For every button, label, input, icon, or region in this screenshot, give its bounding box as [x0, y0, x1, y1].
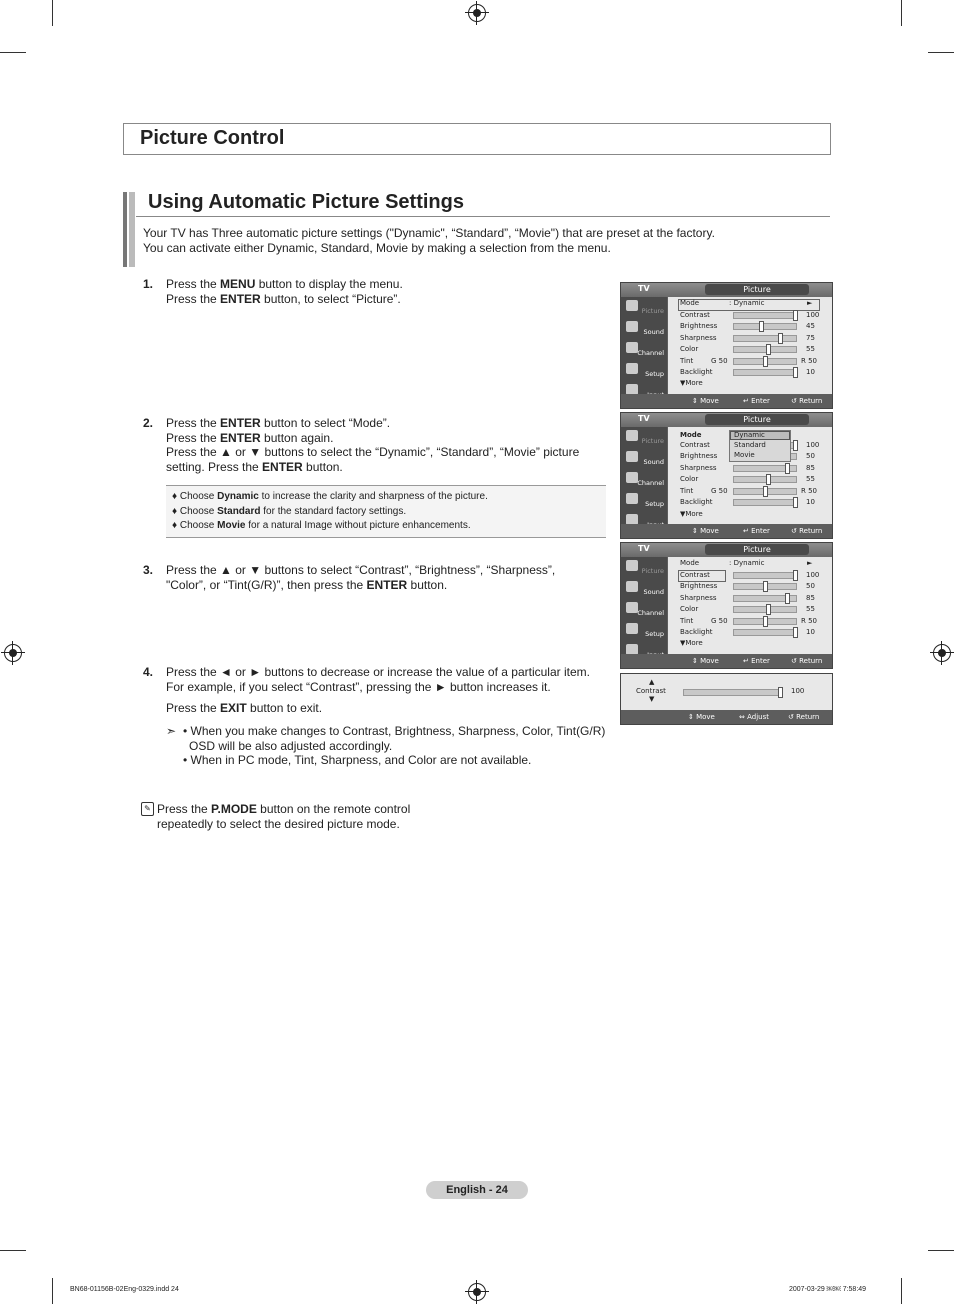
osd-row-color: Color [680, 475, 699, 483]
intro-line: Your TV has Three automatic picture settings ("Dynamic", “Standard”, “Movie") that are preset at the factory. [143, 226, 715, 240]
osd-row-more: ▼More [680, 379, 703, 387]
section-title: Picture Control [140, 127, 285, 149]
osd-tint-g: G 50 [711, 487, 728, 495]
tip-line: repeatedly to select the desired picture mode. [157, 816, 400, 831]
step-line [166, 416, 579, 431]
osd-row-contrast: Contrast [680, 571, 710, 579]
osd-side-sound [623, 449, 667, 468]
osd-contrast-adjust [620, 673, 833, 725]
osd-value: 50 [806, 452, 815, 460]
osd-row-sharpness: Sharpness [680, 594, 717, 602]
text: button. [302, 459, 343, 474]
osd-footer-label: Return [799, 527, 823, 535]
osd-title: Picture [705, 544, 809, 555]
osd-tint-r: R 50 [801, 617, 817, 625]
osd-value: 85 [806, 464, 815, 472]
picture-icon [626, 560, 638, 571]
osd-side-label: Sound [643, 328, 664, 336]
osd-side-setup [623, 621, 667, 640]
text: Press the [157, 802, 212, 816]
osd-side-picture [623, 558, 667, 577]
arrow-right-icon: ► [807, 559, 813, 567]
text: Press the [166, 416, 221, 430]
mode-option-dynamic: Dynamic [734, 431, 765, 439]
choose-item [172, 490, 488, 505]
adjust-label: Contrast [636, 687, 666, 695]
osd-side-label: Setup [645, 370, 664, 378]
osd-tv-label: TV [638, 284, 650, 293]
setup-icon [626, 623, 638, 634]
osd-slider [733, 323, 797, 330]
osd-slider [733, 499, 797, 506]
osd-mode-value: : Dynamic [729, 559, 765, 567]
step-line: Press the ◄ or ► buttons to decrease or increase the value of a particular item. [166, 665, 590, 679]
osd-footer-label: Move [700, 397, 719, 405]
slider-knob [763, 581, 768, 592]
text: "Color”, or “Tint(G/R)”, then press the [166, 577, 367, 592]
text: Press the [166, 291, 221, 306]
arrow-right-icon: ► [807, 299, 813, 307]
osd-main [668, 427, 832, 524]
step-4-notes [183, 724, 605, 768]
osd-row-more: ▼More [680, 639, 703, 647]
osd-slider [733, 629, 797, 636]
osd-row-color: Color [680, 345, 699, 353]
osd-value: 50 [806, 582, 815, 590]
text: for the standard factory settings. [260, 505, 407, 517]
osd-row-mode: Mode [680, 431, 702, 439]
osd-value: 55 [806, 475, 815, 483]
arrow-down-icon: ▼ [649, 695, 655, 703]
osd-adjust: ⇔ Adjust [739, 713, 769, 721]
osd-row-contrast: Contrast [680, 311, 710, 319]
osd-value: 75 [806, 334, 815, 342]
osd-picture-menu-2 [620, 412, 833, 539]
osd-slider [733, 476, 797, 483]
tip-line [157, 802, 410, 817]
osd-slider [733, 335, 797, 342]
osd-side-setup [623, 491, 667, 510]
osd-row-brightness: Brightness [680, 452, 718, 460]
osd-move: ⇕ Move [692, 527, 719, 535]
step-line [166, 431, 579, 446]
osd-footer [621, 524, 832, 538]
osd-value: 10 [806, 628, 815, 636]
osd-row-tint: Tint [680, 487, 694, 495]
choose-item [172, 505, 488, 520]
osd-header [621, 413, 832, 427]
osd-side-label: Picture [641, 437, 664, 445]
step-line [166, 460, 579, 475]
osd-side-label: Picture [641, 307, 664, 315]
osd-move: ⇕ Move [688, 713, 715, 721]
registration-mark-icon [468, 4, 486, 22]
osd-side-channel [623, 470, 667, 489]
button-name: ENTER [220, 430, 261, 445]
text: button, to select “Picture”. [260, 291, 401, 306]
osd-footer [621, 710, 832, 724]
step-line: For example, if you select “Contrast”, pressing the ► button increases it. [166, 679, 551, 694]
slider-knob [766, 344, 771, 355]
slider-knob [793, 570, 798, 581]
osd-side-label: Channel [637, 479, 664, 487]
tip-text [157, 802, 410, 831]
osd-footer-label: Return [799, 657, 823, 665]
osd-footer [621, 654, 832, 668]
osd-tv-label: TV [638, 544, 650, 553]
mode-option-standard: Standard [734, 441, 766, 449]
osd-value: 55 [806, 345, 815, 353]
option-name: Movie [217, 520, 246, 531]
osd-enter: ↵ Enter [743, 657, 770, 665]
osd-row-tint: Tint [680, 357, 694, 365]
slider-knob [763, 356, 768, 367]
osd-value: 45 [806, 322, 815, 330]
step-number: 4. [143, 665, 154, 679]
step-line: Press the ▲ or ▼ buttons to select “Contrast”, “Brightness”, “Sharpness”, [166, 563, 556, 577]
step-line [166, 292, 403, 307]
osd-row-tint: Tint [680, 617, 694, 625]
osd-tint-g: G 50 [711, 357, 728, 365]
osd-row-mode: Mode [680, 559, 700, 567]
slider-knob [759, 321, 764, 332]
osd-slider [733, 358, 797, 365]
osd-side-label: Sound [643, 588, 664, 596]
slider-knob [793, 627, 798, 638]
osd-row-backlight: Backlight [680, 368, 713, 376]
registration-mark-icon [468, 1283, 486, 1301]
osd-main [668, 297, 832, 394]
text: ♦ Choose [172, 520, 218, 531]
osd-slider [733, 465, 797, 472]
text: ♦ Choose [172, 505, 218, 517]
registration-mark-icon [4, 644, 22, 662]
button-name: ENTER [366, 577, 408, 592]
osd-value: 85 [806, 594, 815, 602]
osd-sidebar [621, 427, 667, 524]
slider-knob [766, 474, 771, 485]
note-line: • When you make changes to Contrast, Brightness, Sharpness, Color, Tint(G/R) [183, 724, 606, 738]
button-name: EXIT [220, 701, 247, 715]
text: button again. [260, 430, 334, 445]
osd-slider [733, 583, 797, 590]
slider-knob [793, 497, 798, 508]
text: ♦ Choose [172, 491, 218, 502]
osd-return: ↺ Return [791, 527, 823, 535]
osd-slider [733, 618, 797, 625]
osd-slider [733, 488, 797, 495]
osd-footer-label: Move [696, 713, 715, 721]
osd-slider [733, 346, 797, 353]
osd-picture-menu-3 [620, 542, 833, 669]
text: button to select “Mode”. [260, 416, 391, 430]
button-name: ENTER [220, 291, 261, 306]
step-line [166, 277, 403, 292]
text: button. [407, 577, 448, 592]
slider-knob [763, 486, 768, 497]
osd-tint-g: G 50 [711, 617, 728, 625]
choose-options-box [166, 485, 606, 538]
picture-icon [626, 430, 638, 441]
osd-footer-label: Enter [751, 527, 770, 535]
date-info: 2007-03-29 ￼￼ 7:58:49 [789, 1286, 867, 1293]
step-line [166, 701, 590, 716]
channel-icon [626, 472, 638, 483]
step-4-text [166, 665, 590, 716]
sound-icon [626, 451, 638, 462]
osd-picture-menu-1 [620, 282, 833, 409]
heading-accent-bar [129, 192, 135, 267]
osd-value: 100 [806, 571, 820, 579]
osd-footer-label: Move [700, 527, 719, 535]
osd-sidebar [621, 297, 667, 394]
osd-slider [733, 312, 797, 319]
osd-value: 10 [806, 368, 815, 376]
osd-side-label: Channel [637, 349, 664, 357]
osd-tint-r: R 50 [801, 487, 817, 495]
heading-accent-bar [123, 192, 127, 267]
osd-header [621, 283, 832, 297]
osd-row-sharpness: Sharpness [680, 464, 717, 472]
osd-row-sharpness: Sharpness [680, 334, 717, 342]
osd-side-setup [623, 361, 667, 380]
step-number: 2. [143, 416, 154, 430]
osd-main [668, 557, 832, 654]
osd-row-mode: Mode [680, 299, 700, 307]
mode-option-movie: Movie [734, 451, 755, 459]
osd-title: Picture [705, 284, 809, 295]
setup-icon [626, 363, 638, 374]
osd-side-picture [623, 428, 667, 447]
button-name: P.MODE [211, 802, 257, 816]
osd-footer-label: Enter [751, 657, 770, 665]
osd-move: ⇕ Move [692, 397, 719, 405]
osd-row-contrast: Contrast [680, 441, 710, 449]
osd-value: 100 [806, 311, 820, 319]
osd-side-sound [623, 579, 667, 598]
step-number: 1. [143, 277, 154, 291]
step-number: 3. [143, 563, 154, 577]
text: button on the remote control [256, 802, 411, 816]
page-heading: Using Automatic Picture Settings [148, 191, 464, 213]
heading-divider [136, 216, 830, 217]
osd-side-channel [623, 340, 667, 359]
text: Press the [166, 430, 221, 445]
text: for a natural Image without picture enhancements. [245, 520, 471, 531]
text: button to display the menu. [255, 277, 403, 291]
osd-side-label: Sound [643, 458, 664, 466]
text: to increase the clarity and sharpness of the picture. [258, 491, 488, 502]
slider-knob [785, 593, 790, 604]
text: Press the [166, 277, 221, 291]
channel-icon [626, 602, 638, 613]
slider-knob [793, 367, 798, 378]
text: setting. Press the [166, 459, 263, 474]
choose-item [172, 519, 488, 534]
osd-footer-label: Return [796, 713, 820, 721]
registration-mark-icon [933, 644, 951, 662]
step-line: Press the ▲ or ▼ buttons to select the “Dynamic”, “Standard”, “Movie” picture [166, 445, 580, 459]
osd-slider [733, 606, 797, 613]
text: Press the [166, 701, 221, 715]
note-line: OSD will be also adjusted accordingly. [189, 738, 393, 753]
osd-tv-label: TV [638, 414, 650, 423]
slider-knob [763, 616, 768, 627]
osd-footer-label: Move [700, 657, 719, 665]
osd-mode-value: : Dynamic [729, 299, 765, 307]
text: button to exit. [246, 701, 323, 715]
osd-slider [733, 572, 797, 579]
slider-knob [778, 333, 783, 344]
osd-side-channel [623, 600, 667, 619]
osd-return: ↺ Return [791, 397, 823, 405]
osd-title: Picture [705, 414, 809, 425]
slider-knob [778, 687, 783, 698]
osd-tint-r: R 50 [801, 357, 817, 365]
intro-text [143, 226, 715, 255]
osd-slider [733, 369, 797, 376]
osd-side-sound [623, 319, 667, 338]
remote-note-icon: ✎ [141, 802, 154, 816]
page-number-badge: English - 24 [426, 1181, 528, 1199]
osd-row-brightness: Brightness [680, 322, 718, 330]
channel-icon [626, 342, 638, 353]
osd-row-brightness: Brightness [680, 582, 718, 590]
osd-value: 55 [806, 605, 815, 613]
osd-slider [733, 595, 797, 602]
osd-side-label: Setup [645, 630, 664, 638]
note-arrow-icon: ➣ [166, 724, 177, 738]
button-name: MENU [220, 277, 256, 291]
osd-value: 100 [806, 441, 820, 449]
sound-icon [626, 581, 638, 592]
arrow-up-icon: ▲ [649, 678, 655, 686]
option-name: Standard [217, 505, 261, 517]
note-line: • When in PC mode, Tint, Sharpness, and Color are not available. [183, 753, 532, 767]
osd-mode-dropdown [729, 430, 791, 462]
osd-enter: ↵ Enter [743, 527, 770, 535]
osd-side-label: Channel [637, 609, 664, 617]
slider-knob [793, 440, 798, 451]
osd-header [621, 543, 832, 557]
osd-footer-label: Adjust [747, 713, 769, 721]
osd-value: 10 [806, 498, 815, 506]
slider-knob [793, 310, 798, 321]
osd-side-label: Picture [641, 567, 664, 575]
step-3-text [166, 563, 555, 592]
button-name: ENTER [220, 416, 261, 430]
osd-footer [621, 394, 832, 408]
step-2-text [166, 416, 579, 474]
picture-icon [626, 300, 638, 311]
step-1-text [166, 277, 403, 306]
option-name: Dynamic [217, 491, 259, 502]
osd-return: ↺ Return [791, 657, 823, 665]
intro-line: You can activate either Dynamic, Standard, Movie by making a selection from the menu. [143, 240, 611, 255]
osd-footer-label: Return [799, 397, 823, 405]
osd-row-backlight: Backlight [680, 628, 713, 636]
osd-footer-label: Enter [751, 397, 770, 405]
sound-icon [626, 321, 638, 332]
setup-icon [626, 493, 638, 504]
osd-move: ⇕ Move [692, 657, 719, 665]
button-name: ENTER [262, 459, 303, 474]
osd-row-backlight: Backlight [680, 498, 713, 506]
osd-side-picture [623, 298, 667, 317]
osd-side-label: Setup [645, 500, 664, 508]
osd-return: ↺ Return [788, 713, 820, 721]
adjust-slider [683, 689, 783, 696]
file-info: BN68-01156B-02Eng-0329.indd 24 [70, 1286, 179, 1293]
osd-row-color: Color [680, 605, 699, 613]
osd-enter: ↵ Enter [743, 397, 770, 405]
osd-row-more: ▼More [680, 510, 703, 518]
choose-list [172, 490, 488, 534]
adjust-value: 100 [791, 687, 805, 695]
slider-knob [785, 463, 790, 474]
step-line [166, 578, 555, 593]
osd-sidebar [621, 557, 667, 654]
slider-knob [766, 604, 771, 615]
